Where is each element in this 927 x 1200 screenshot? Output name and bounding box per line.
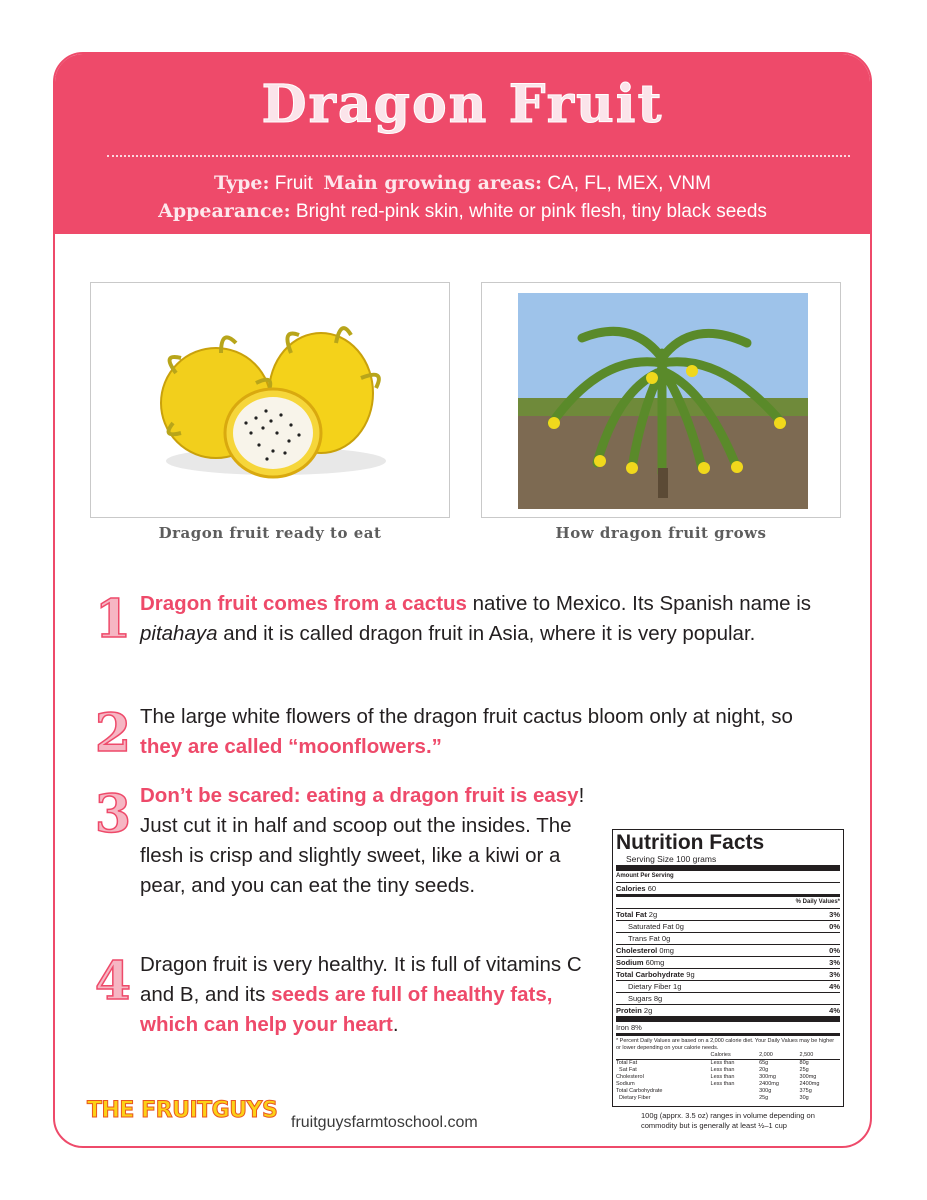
type-label: Type: (214, 172, 270, 194)
nutrient-label: Sugars (628, 994, 652, 1003)
dv-footnote: * Percent Daily Values are based on a 2,000 calorie diet. Your Daily Values may be higher or lower depending on your calorie needs. (616, 1033, 840, 1052)
dv-table-cell: Sat Fat (616, 1067, 637, 1073)
fact-1-text-a: native to Mexico. Its Spanish name is (466, 592, 812, 615)
nutrient-row (616, 968, 840, 980)
nutrient-amount: 0mg (657, 946, 674, 955)
nutrient-label: Cholesterol (616, 946, 658, 955)
dv-header (616, 897, 840, 908)
calories-row (616, 882, 840, 897)
nutrient-dv: 4% (829, 1006, 840, 1015)
fact-1-italic: pitahaya (140, 622, 218, 645)
nutrient-label: Total Fat (616, 910, 647, 919)
iron-row (616, 1016, 840, 1033)
nutrient-label: Protein (616, 1006, 642, 1015)
nutrient-row (616, 920, 840, 932)
nutrient-dv: 3% (829, 910, 840, 919)
nutrient-row (616, 932, 840, 944)
fact-4 (140, 950, 600, 1040)
nutrient-dv: 4% (829, 982, 840, 991)
fact-1-highlight: Dragon fruit comes from a cactus (140, 592, 467, 615)
nutrient-amount: 2g (641, 1006, 653, 1015)
dv-table-cell: 20g (759, 1067, 769, 1073)
nutrient-label: Total Carbohydrate (616, 970, 685, 979)
dv-table-cell: Total Carbohydrate (616, 1088, 663, 1094)
amount-label: Amount Per Serving (616, 873, 674, 879)
nutrition-facts-label (612, 829, 844, 1107)
fact-1-text-b: and it is called dragon fruit in Asia, where it is very popular. (217, 622, 756, 645)
nutrient-row (616, 956, 840, 968)
nutrient-row (616, 944, 840, 956)
dv-table-cell: 25g (759, 1095, 769, 1101)
nutrient-amount: 9g (684, 970, 695, 979)
fact-4-text-b: . (392, 1013, 399, 1036)
fact-number-3: 3 (94, 784, 132, 845)
photo-ready-to-eat (90, 282, 450, 518)
nutrient-amount: 0g (659, 934, 671, 943)
dv-table-cell (616, 1052, 711, 1060)
nutrient-label: Dietary Fiber (628, 982, 671, 991)
dv-table-cell: Sodium (616, 1081, 635, 1087)
fruitguys-logo: THE FRUITGUYS (87, 1098, 278, 1123)
iron-text: Iron 8% (616, 1023, 642, 1032)
fact-3-text: ! Just cut it in half and scoop out the insides. The flesh is crisp and slightly sweet, like a kiwi or a pear, and you can eat the tiny seeds. (140, 784, 585, 897)
dv-table-row (616, 1095, 840, 1102)
header-banner (55, 54, 870, 234)
nutrient-amount: 1g (670, 982, 682, 991)
nutrient-amount: 60mg (643, 958, 665, 967)
dv-table-cell: Less than (710, 1060, 735, 1066)
dv-table-cell: 2,500 (799, 1052, 814, 1058)
nutrient-dv: 0% (829, 946, 840, 955)
dotted-divider (107, 155, 850, 157)
dv-table-cell (711, 1095, 760, 1102)
nutrient-amount: 0g (673, 922, 684, 931)
dv-table-cell: Cholesterol (616, 1074, 644, 1080)
dv-table-row (616, 1074, 840, 1081)
nutrient-amount: 8g (651, 994, 663, 1003)
nutrient-dv: 3% (829, 970, 840, 979)
photo-how-it-grows (481, 282, 841, 518)
dv-table-cell: Dietary Fiber (616, 1095, 651, 1101)
dv-table-cell (711, 1088, 760, 1095)
caption-how-it-grows: How dragon fruit grows (555, 524, 767, 542)
dv-table-cell: Less than (710, 1067, 735, 1073)
fact-4-text-a: Dragon fruit is very healthy. It is full of vitamins C and B, and its (140, 953, 582, 1006)
serving-size: Serving Size 100 grams (616, 854, 840, 871)
fact-number-2: 2 (94, 703, 132, 764)
caption-ready-to-eat: Dragon fruit ready to eat (158, 524, 382, 542)
fact-4-highlight: seeds are full of healthy fats, which can help your heart (140, 983, 553, 1036)
dv-table-cell: 2400mg (799, 1081, 820, 1087)
nutrient-row (616, 980, 840, 992)
dv-table-row (616, 1081, 840, 1088)
nutrient-dv: 3% (829, 958, 840, 967)
calories-label: Calories (616, 884, 646, 893)
nutrient-row (616, 908, 840, 920)
areas-label: Main growing areas: (323, 172, 543, 194)
dv-table-cell: 300mg (759, 1074, 776, 1080)
cactus-field-illustration (482, 283, 840, 517)
dv-header-text: % Daily Values* (795, 899, 840, 905)
nutrient-row (616, 992, 840, 1004)
dv-table-cell: 65g (759, 1060, 769, 1066)
dragon-fruit-illustration (91, 283, 449, 517)
nutrient-amount: 2g (646, 910, 658, 919)
daily-values-table (616, 1052, 840, 1102)
fact-sheet-card (53, 52, 872, 1148)
nutrition-title: Nutrition Facts (616, 831, 765, 854)
dv-table-cell: 2400mg (759, 1081, 779, 1087)
fact-2 (140, 702, 840, 762)
fact-3-highlight: Don’t be scared: eating a dragon fruit is easy (140, 784, 579, 807)
page-title: Dragon Fruit (261, 74, 664, 135)
meta-line-1 (55, 172, 870, 195)
appearance-label: Appearance: (158, 200, 291, 222)
dv-table-cell: Less than (710, 1074, 735, 1080)
nutrient-row (616, 1004, 840, 1016)
fact-2-text: The large white flowers of the dragon fruit cactus bloom only at night, so (140, 705, 793, 728)
fact-2-highlight: they are called “moonflowers.” (140, 735, 442, 758)
dv-table-cell: 80g (799, 1060, 809, 1066)
dv-table-cell: 25g (799, 1067, 809, 1073)
dv-table-row (616, 1088, 840, 1095)
website-link[interactable]: fruitguysfarmtoschool.com (291, 1114, 478, 1131)
fact-number-4: 4 (94, 951, 132, 1012)
fact-number-1: 1 (94, 589, 132, 650)
nutrient-dv: 0% (829, 922, 840, 931)
meta-line-2 (55, 200, 870, 223)
amount-per-serving (616, 871, 840, 882)
dv-table-cell: 375g (799, 1088, 812, 1094)
dv-table-cell: 30g (799, 1095, 809, 1101)
dv-table-cell: 2,000 (759, 1052, 773, 1058)
dv-table-header (616, 1052, 840, 1060)
nutrient-label: Saturated Fat (628, 922, 674, 931)
type-value: Fruit (269, 173, 313, 194)
serving-note: 100g (apprx. 3.5 oz) ranges in volume depending on commodity but is generally at least ½–1 cup (641, 1111, 815, 1130)
dv-table-cell: 300g (759, 1088, 772, 1094)
nutrient-rows (616, 908, 840, 1016)
dv-table-cell: Calories (710, 1052, 731, 1058)
fact-1 (140, 589, 840, 649)
nutrient-label: Trans Fat (628, 934, 660, 943)
dv-table-cell: Total Fat (616, 1060, 638, 1066)
dv-table-row (616, 1067, 840, 1074)
dv-table-cell: Less than (710, 1081, 735, 1087)
fact-3 (140, 781, 585, 901)
calories-value: 60 (647, 884, 657, 893)
dv-table-cell: 300mg (799, 1074, 817, 1080)
appearance-value: Bright red-pink skin, white or pink flesh, tiny black seeds (290, 201, 767, 222)
areas-value: CA, FL, MEX, VNM (542, 173, 711, 194)
dv-table-row (616, 1060, 840, 1068)
nutrient-label: Sodium (616, 958, 644, 967)
